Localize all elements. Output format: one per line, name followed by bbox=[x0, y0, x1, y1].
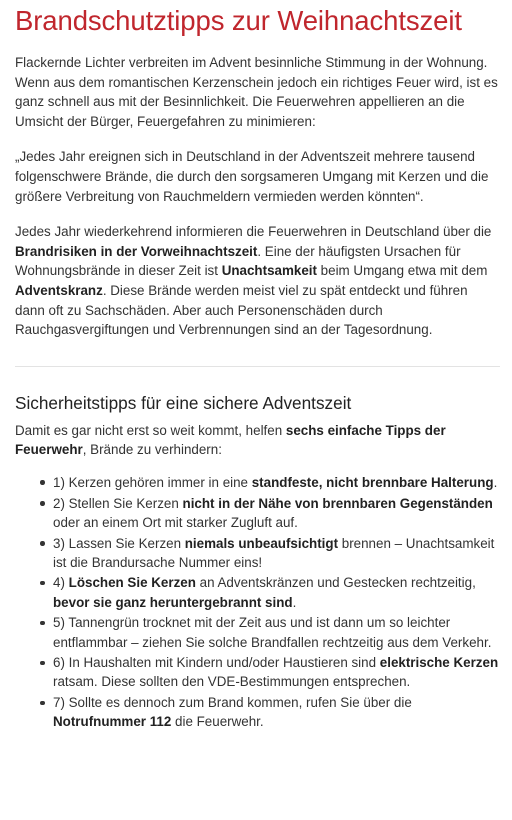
risk-paragraph bbox=[15, 222, 500, 340]
tip-6-bold-1: elektrische Kerzen bbox=[379, 655, 499, 671]
tips-intro-text-1: Damit es gar nicht erst so weit kommt, helfen bbox=[15, 422, 286, 438]
tips-intro bbox=[15, 421, 500, 460]
tip-4-text-2: an Adventskränzen und Gestecken rechtzeitig, bbox=[195, 575, 476, 591]
section-divider bbox=[15, 366, 500, 367]
quote-paragraph: „Jedes Jahr ereignen sich in Deutschland in der Adventszeit mehrere tausend folgenschwere Brände, die durch den sorgsameren Umgang mit Kerzen und die größere Verbreitung von Rauchmeldern vermieden werden könnten“. bbox=[15, 149, 489, 204]
tip-3-text-2: brennen – Unachtsamkeit ist die Brandursache Nummer eins! bbox=[53, 535, 495, 570]
tip-5-text-1: 5) Tannengrün trocknet mit der Zeit aus und ist dann um so leichter entflammbar – ziehen Sie solche Brandfallen rechtzeitig aus dem Verkehr. bbox=[53, 615, 492, 650]
tip-6-text-2: ratsam. Diese sollten den VDE-Bestimmungen entsprechen. bbox=[53, 674, 411, 690]
tip-3-bold-1: niemals unbeaufsichtigt bbox=[184, 535, 339, 551]
tip-7-text-2: die Feuerwehr. bbox=[171, 714, 264, 730]
tip-item-2 bbox=[53, 494, 500, 532]
tip-item-7 bbox=[53, 693, 500, 731]
section-heading: Sicherheitstipps für eine sichere Adventszeit bbox=[15, 392, 352, 413]
tip-2-bold-1: nicht in der Nähe von brennbaren Gegenständen bbox=[182, 495, 493, 511]
intro-paragraph: Flackernde Lichter verbreiten im Advent besinnliche Stimmung in der Wohnung. Wenn aus dem romantischen Kerzenschein jedoch ein richtiges Feuer wird, ist es ganz schnell aus mit der Besinnlichkeit. Die Feuerwehren appellieren an die Umsicht der Bürger, Feuergefahren zu minimieren: bbox=[15, 55, 498, 129]
tip-6-text-1: 6) In Haushalten mit Kindern und/oder Haustieren sind bbox=[53, 655, 380, 671]
risk-text-2: . Eine der häufigsten Ursachen für Wohnungsbrände in dieser Zeit ist bbox=[15, 243, 461, 279]
tips-intro-text-2: , Brände zu verhindern: bbox=[82, 442, 222, 458]
risk-bold-2: Unachtsamkeit bbox=[221, 263, 317, 279]
tip-7-bold-1: Notrufnummer 112 bbox=[53, 714, 172, 730]
tip-2-text-2: oder an einem Ort mit starker Zugluft auf. bbox=[53, 514, 298, 530]
risk-text-4: . Diese Brände werden meist viel zu spät entdeckt und führen dann oft zu Sachschäden. Aber auch Personenschäden durch Rauchgasvergiftungen und Verbrennungen sind an der Tagesordnung. bbox=[15, 282, 468, 338]
tip-item-6 bbox=[53, 653, 500, 691]
tip-2-text-1: 2) Stellen Sie Kerzen bbox=[53, 495, 183, 511]
tip-3-text-1: 3) Lassen Sie Kerzen bbox=[53, 535, 185, 551]
tips-intro-bold: sechs einfache Tipps der Feuerwehr bbox=[15, 422, 446, 458]
tip-4-text-1: 4) bbox=[53, 575, 69, 591]
tip-7-text-1: 7) Sollte es dennoch zum Brand kommen, rufen Sie über die bbox=[53, 695, 412, 711]
tip-1-bold-1: standfeste, nicht brennbare Halterung bbox=[251, 474, 494, 490]
page-title: Brandschutztipps zur Weihnachtszeit bbox=[15, 5, 462, 36]
tip-4-bold-2: bevor sie ganz heruntergebrannt sind bbox=[53, 594, 293, 610]
tip-4-text-3: . bbox=[292, 594, 297, 610]
tip-item-5 bbox=[53, 613, 500, 651]
risk-bold-3: Adventskranz bbox=[15, 282, 103, 298]
tip-4-bold-1: Löschen Sie Kerzen bbox=[68, 575, 196, 591]
tips-list bbox=[15, 473, 500, 732]
risk-text-1: Jedes Jahr wiederkehrend informieren die Feuerwehren in Deutschland über die bbox=[15, 224, 492, 240]
tip-item-4 bbox=[53, 573, 500, 611]
tip-item-3 bbox=[53, 534, 500, 572]
tip-1-text-1: 1) Kerzen gehören immer in eine bbox=[53, 474, 252, 490]
tip-item-1 bbox=[53, 473, 500, 492]
tip-1-text-2: . bbox=[493, 474, 498, 490]
risk-bold-1: Brandrisiken in der Vorweihnachtszeit bbox=[15, 243, 258, 259]
risk-text-3: beim Umgang etwa mit dem bbox=[316, 263, 488, 279]
